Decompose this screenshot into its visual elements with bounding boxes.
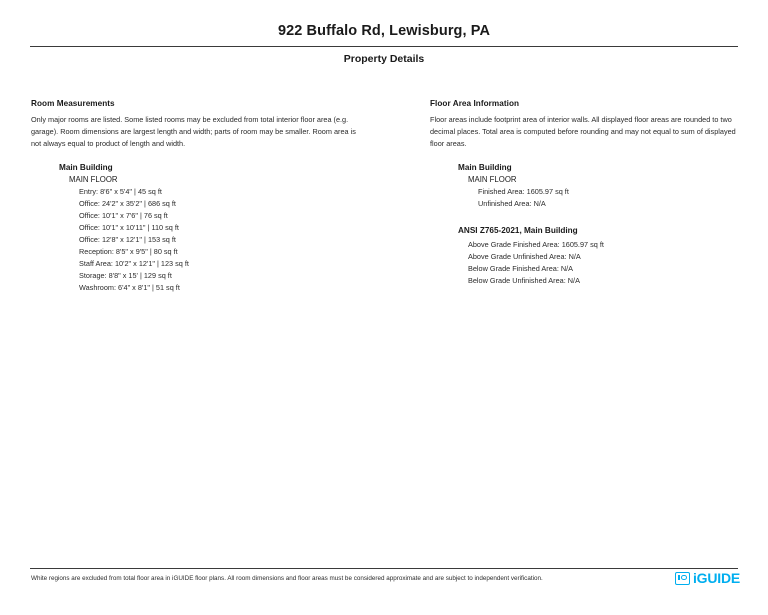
area-floor-name: MAIN FLOOR [468,175,517,185]
list-item: Storage: 8'8" x 15' | 129 sq ft [79,270,172,280]
iguide-logo-icon [675,572,690,585]
list-item: Unfinished Area: N/A [478,199,546,209]
area-list [430,186,748,210]
list-item: Office: 24'2" x 35'2" | 686 sq ft [79,199,176,209]
room-list [31,186,356,293]
list-item: Office: 10'1" x 10'11" | 110 sq ft [79,223,179,233]
page-subtitle: Property Details [343,53,425,65]
floor-area-note: Floor areas include footprint area of interior walls. All displayed floor areas are rounded to two decimal places. Total area is computed before rounding and may not equal to sum of displayed floor areas. [430,115,736,148]
footer-divider [30,568,738,569]
room-measurements-note: Only major rooms are listed. Some listed rooms may be excluded from total interior floor area (e.g. garage). Room dimensions are largest length and width; parts of room may be smaller. Room area is not always equal to product of length and width. [31,115,356,148]
title-divider [30,46,738,47]
list-item: Washroom: 6'4" x 8'1" | 51 sq ft [79,282,180,292]
list-item: Above Grade Finished Area: 1605.97 sq ft [468,240,604,250]
room-measurements-section [0,99,364,293]
room-building-block [31,163,356,293]
area-building-name: Main Building [458,163,512,173]
floor-area-heading: Floor Area Information [430,99,520,108]
list-item: Office: 10'1" x 7'6" | 76 sq ft [79,211,168,221]
ansi-standard-title: ANSI Z765-2021, Main Building [458,226,578,236]
list-item: Entry: 8'6" x 5'4" | 45 sq ft [79,187,162,197]
footer-disclaimer: White regions are excluded from total floor area in iGUIDE floor plans. All room dimensions and floor areas must be considered approximate and are subject to independent verification. [31,575,543,582]
room-measurements-heading: Room Measurements [31,99,115,108]
list-item: Staff Area: 10'2" x 12'1" | 123 sq ft [79,258,189,268]
iguide-logo [675,571,740,585]
list-item: Below Grade Unfinished Area: N/A [468,275,580,285]
list-item: Finished Area: 1605.97 sq ft [478,187,569,197]
room-building-name: Main Building [59,163,113,173]
list-item: Office: 12'8" x 12'1" | 153 sq ft [79,235,176,244]
room-floor-name: MAIN FLOOR [69,175,118,185]
list-item: Above Grade Unfinished Area: N/A [468,252,581,262]
property-details-page [0,23,768,615]
area-building-block [430,163,748,210]
ansi-standard-block [430,226,748,287]
page-title: 922 Buffalo Rd, Lewisburg, PA [277,23,491,39]
floor-area-information-section [364,99,768,293]
iguide-logo-text: iGUIDE [692,570,740,586]
content-columns [0,99,768,293]
list-item: Below Grade Finished Area: N/A [468,264,574,273]
ansi-standard-list [430,239,748,287]
list-item: Reception: 8'5" x 9'5" | 80 sq ft [79,246,178,256]
